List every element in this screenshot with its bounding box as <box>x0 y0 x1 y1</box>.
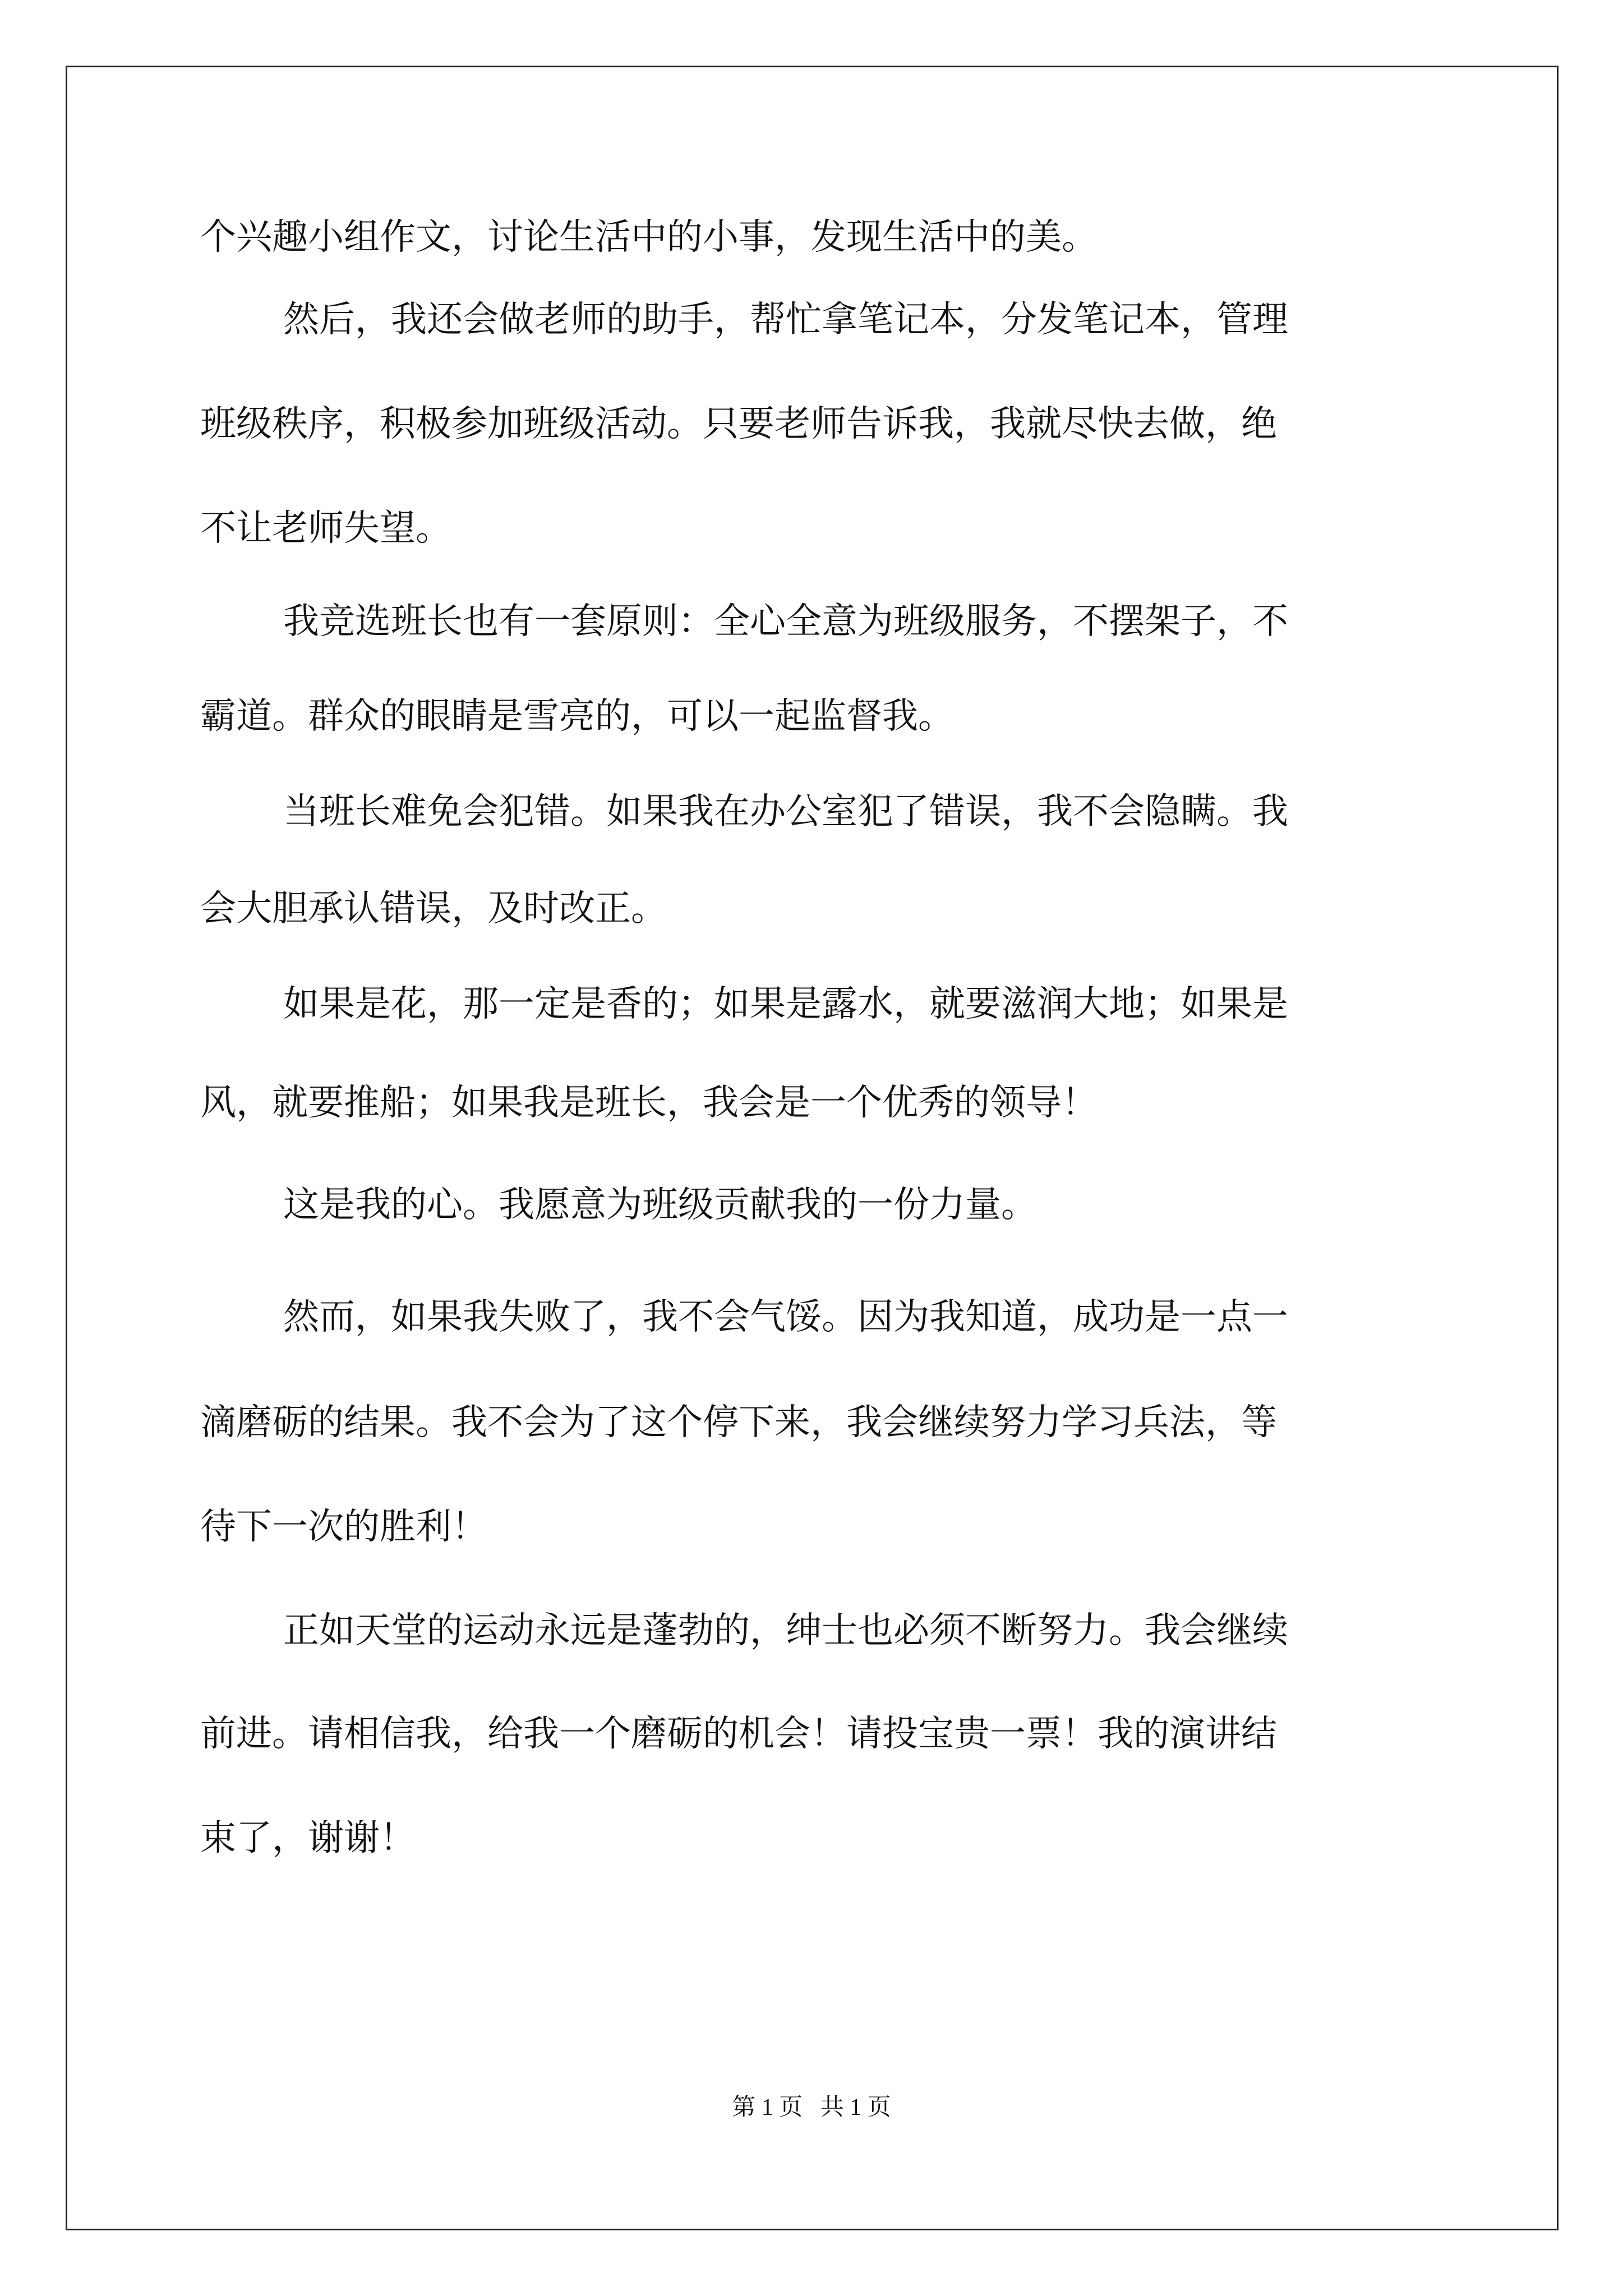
page-border <box>66 66 1559 2230</box>
text-line: 束了，谢谢！ <box>200 1818 416 1859</box>
text-line: 待下一次的胜利！ <box>200 1506 487 1548</box>
text-line: 会大胆承认错误，及时改正。 <box>200 888 667 930</box>
text-line: 然后，我还会做老师的助手，帮忙拿笔记本，分发笔记本，管理 <box>283 299 1288 341</box>
page-footer: 第 1 页 共 1 页 <box>732 2095 891 2120</box>
text-line: 风，就要推船；如果我是班长，我会是一个优秀的领导！ <box>200 1082 1098 1124</box>
text-line: 当班长难免会犯错。如果我在办公室犯了错误，我不会隐瞒。我 <box>283 791 1288 832</box>
text-line: 正如天堂的运动永远是蓬勃的，绅士也必须不断努力。我会继续 <box>283 1610 1288 1651</box>
text-line: 我竞选班长也有一套原则：全心全意为班级服务，不摆架子，不 <box>283 601 1288 642</box>
text-line: 不让老师失望。 <box>200 508 451 549</box>
text-line: 前进。请相信我，给我一个磨砺的机会！请投宝贵一票！我的演讲结 <box>200 1713 1277 1755</box>
text-line: 个兴趣小组作文，讨论生活中的小事，发现生活中的美。 <box>200 217 1098 258</box>
text-line: 滴磨砺的结果。我不会为了这个停下来，我会继续努力学习兵法，等 <box>200 1402 1277 1443</box>
text-line: 然而，如果我失败了，我不会气馁。因为我知道，成功是一点一 <box>283 1296 1288 1338</box>
text-line: 班级秩序，积极参加班级活动。只要老师告诉我，我就尽快去做，绝 <box>200 403 1277 445</box>
text-line: 这是我的心。我愿意为班级贡献我的一份力量。 <box>283 1184 1037 1226</box>
text-line: 霸道。群众的眼睛是雪亮的，可以一起监督我。 <box>200 696 954 737</box>
text-line: 如果是花，那一定是香的；如果是露水，就要滋润大地；如果是 <box>283 983 1288 1025</box>
